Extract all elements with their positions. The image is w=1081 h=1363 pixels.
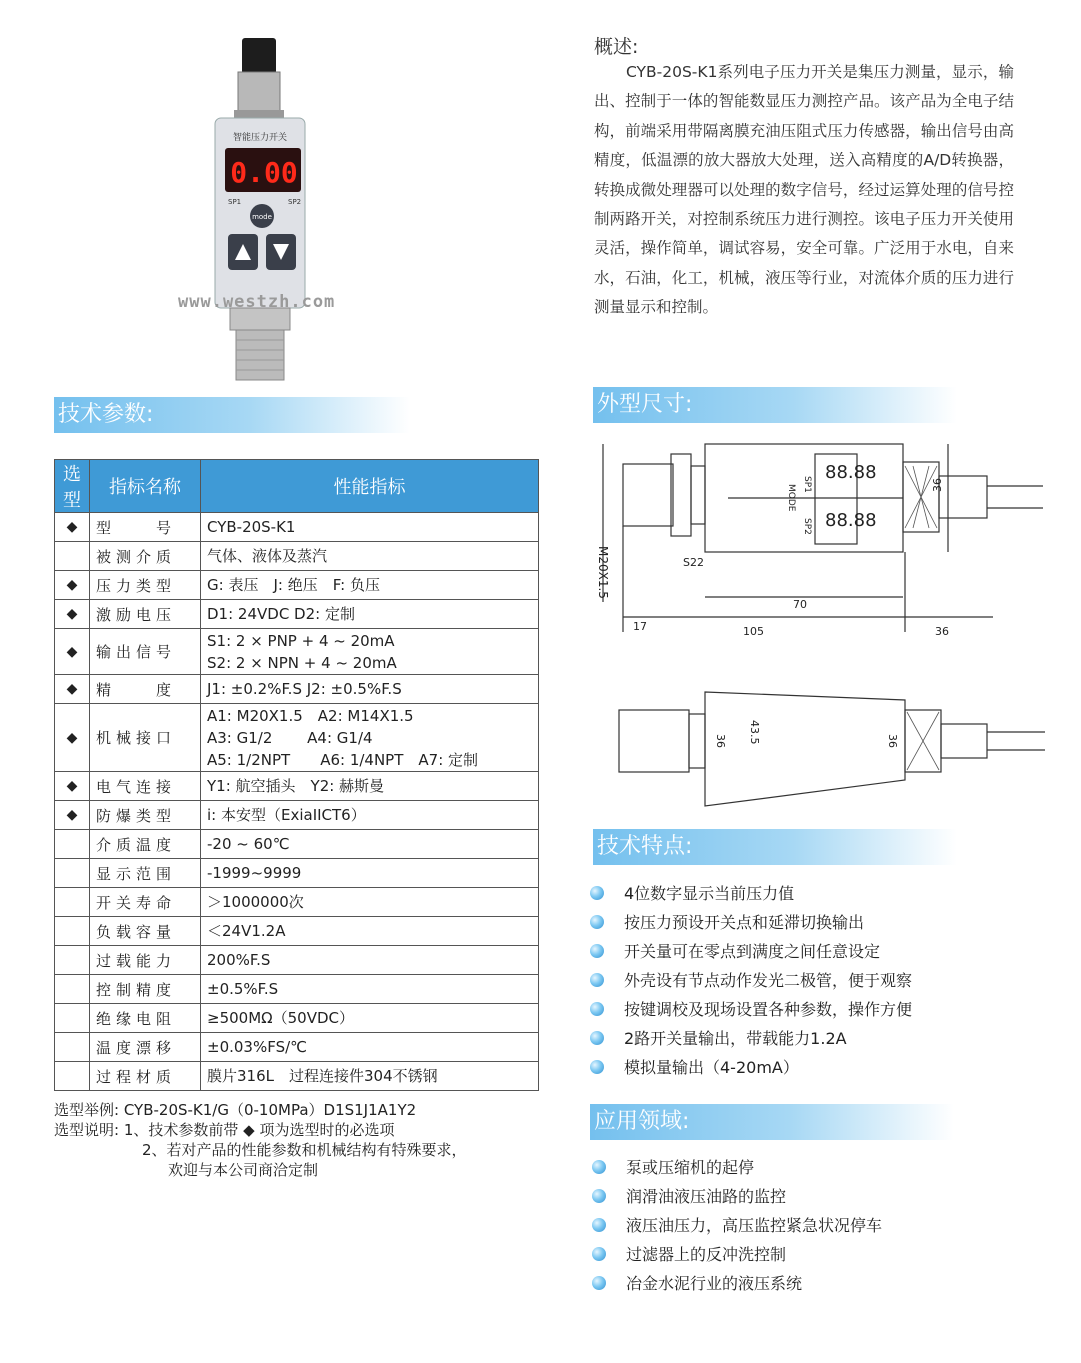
spec-table — [54, 459, 539, 1091]
spec-select-marker — [55, 888, 90, 917]
application-item — [592, 1182, 1052, 1211]
spec-name: 输出信号 — [90, 629, 201, 675]
spec-row — [55, 888, 539, 917]
spec-row — [55, 859, 539, 888]
spec-name: 防爆类型 — [90, 801, 201, 830]
spec-name: 过载能力 — [90, 946, 201, 975]
watermark: www.westzh.com — [178, 292, 336, 312]
device-label: 智能压力开关 — [232, 133, 288, 143]
spec-value: Y1: 航空插头 Y2: 赫斯曼 — [201, 772, 539, 801]
connector-cap — [242, 38, 276, 74]
bullet-icon — [592, 1160, 606, 1174]
spec-row — [55, 600, 539, 629]
product-photo — [170, 30, 370, 390]
spec-row — [55, 772, 539, 801]
overview-title: 概述: — [594, 36, 639, 58]
spec-name: 显示范围 — [90, 859, 201, 888]
sp1-label: SP1 — [228, 198, 242, 206]
spec-name: 被测介质 — [90, 542, 201, 571]
spec-row — [55, 704, 539, 772]
dim-105: 105 — [743, 625, 764, 638]
spec-name: 温度漂移 — [90, 1033, 201, 1062]
header-select: 选型 — [55, 460, 90, 513]
spec-name: 开关寿命 — [90, 888, 201, 917]
spec-row — [55, 513, 539, 542]
bullet-icon — [590, 886, 604, 900]
spec-value: i: 本安型（ExiaIICT6） — [201, 801, 539, 830]
thread-fitting — [236, 330, 284, 380]
feature-item-text: 按压力预设开关点和延滞切换输出 — [624, 913, 865, 932]
dim-neck — [691, 466, 705, 524]
spec-row — [55, 917, 539, 946]
dim-sp1: SP1 — [802, 476, 812, 493]
dim-thread — [623, 464, 673, 526]
bullet-icon — [590, 1031, 604, 1045]
feature-list — [590, 879, 1050, 1082]
bullet-icon — [592, 1247, 606, 1261]
spec-row — [55, 1004, 539, 1033]
spec-select-marker — [55, 946, 90, 975]
dim-17: 17 — [633, 620, 647, 633]
application-item-text: 过滤器上的反冲洗控制 — [626, 1245, 787, 1264]
spec-select-marker — [55, 542, 90, 571]
dim-display-top: 88.88 — [825, 462, 877, 483]
section-features: 技术特点: — [593, 829, 957, 865]
section-dimensions: 外型尺寸: — [593, 387, 957, 423]
spec-name: 过程材质 — [90, 1062, 201, 1091]
spec-value: D1: 24VDC D2: 定制 — [201, 600, 539, 629]
spec-value: ±0.5%F.S — [201, 975, 539, 1004]
selection-desc-1: 选型说明: 1、技术参数前带 ◆ 项为选型时的必选项 — [54, 1121, 395, 1139]
dim2-body — [705, 692, 905, 806]
dimension-drawing-front — [593, 432, 1063, 642]
connector-body — [238, 72, 280, 112]
application-item-text: 冶金水泥行业的液压系统 — [626, 1274, 803, 1293]
feature-item-text: 外壳设有节点动作发光二极管，便于观察 — [624, 971, 913, 990]
dim-70: 70 — [793, 598, 807, 611]
feature-item-text: 模拟量输出（4-20mA） — [624, 1058, 799, 1077]
header-value: 性能指标 — [201, 460, 539, 513]
section-tech-params: 技术参数: — [54, 397, 410, 433]
spec-name: 介质温度 — [90, 830, 201, 859]
spec-select-marker — [55, 859, 90, 888]
spec-select-marker: ◆ — [55, 675, 90, 704]
spec-value: J1: ±0.2%F.S J2: ±0.5%F.S — [201, 675, 539, 704]
feature-item — [590, 879, 1050, 908]
dim-cable — [939, 476, 987, 518]
feature-item — [590, 1053, 1050, 1082]
spec-value: -20 ~ 60℃ — [201, 830, 539, 859]
application-item-text: 液压油压力，高压监控紧急状况停车 — [626, 1216, 883, 1235]
feature-item-text: 2路开关量输出，带载能力1.2A — [624, 1029, 847, 1048]
spec-value: ≥500MΩ（50VDC） — [201, 1004, 539, 1033]
spec-row — [55, 801, 539, 830]
application-item-text: 泵或压缩机的起停 — [626, 1158, 755, 1177]
spec-value: S1: 2 × PNP + 4 ~ 20mA S2: 2 × NPN + 4 ~ 20mA — [201, 629, 539, 675]
spec-select-marker — [55, 917, 90, 946]
spec-row — [55, 830, 539, 859]
spec-value: ＞1000000次 — [201, 888, 539, 917]
spec-name: 激励电压 — [90, 600, 201, 629]
section-applications: 应用领域: — [590, 1104, 954, 1140]
spec-row — [55, 675, 539, 704]
spec-select-marker — [55, 1062, 90, 1091]
dim2-36-right: 36 — [886, 734, 899, 748]
dim-hatch — [905, 466, 937, 528]
selection-desc-2: 2、若对产品的性能参数和机械结构有特殊要求， — [142, 1141, 467, 1159]
spec-select-marker: ◆ — [55, 513, 90, 542]
spec-select-marker: ◆ — [55, 772, 90, 801]
application-item — [592, 1153, 1052, 1182]
spec-name: 型 号 — [90, 513, 201, 542]
selection-notes — [54, 1100, 554, 1180]
mode-label: mode — [252, 213, 272, 221]
spec-value: ±0.03%FS/℃ — [201, 1033, 539, 1062]
dim-36-side: 36 — [931, 478, 944, 492]
dim-thread-label: M20X1.5 — [596, 546, 610, 599]
selection-desc-3: 欢迎与本公司商洽定制 — [168, 1161, 319, 1179]
dim-display-bottom: 88.88 — [825, 510, 877, 531]
sp2-label: SP2 — [288, 198, 302, 206]
spec-value: G: 表压 J: 绝压 F: 负压 — [201, 571, 539, 600]
dimension-drawing-side — [605, 680, 1065, 810]
feature-item-text: 按键调校及现场设置各种参数，操作方便 — [624, 1000, 913, 1019]
dim-s22: S22 — [683, 556, 704, 569]
spec-select-marker: ◆ — [55, 704, 90, 772]
header-name: 指标名称 — [90, 460, 201, 513]
spec-value: 200%F.S — [201, 946, 539, 975]
feature-item — [590, 937, 1050, 966]
dim2-36-left: 36 — [714, 734, 727, 748]
spec-header-row — [55, 460, 539, 513]
application-item — [592, 1240, 1052, 1269]
application-item — [592, 1269, 1052, 1298]
bullet-icon — [592, 1276, 606, 1290]
spec-select-marker — [55, 830, 90, 859]
spec-select-marker: ◆ — [55, 801, 90, 830]
bullet-icon — [590, 973, 604, 987]
spec-name: 机械接口 — [90, 704, 201, 772]
spec-select-marker: ◆ — [55, 571, 90, 600]
spec-select-marker: ◆ — [55, 629, 90, 675]
spec-row — [55, 946, 539, 975]
overview-body: CYB-20S-K1系列电子压力开关是集压力测量，显示，输出、控制于一体的智能数显压力测控产品。该产品为全电子结构，前端采用带隔离膜充油压阻式压力传感器，输出信号由高精度，低温漂的放大器放大处理，送入高精度的A/D转换器，转换成微处理器可以处理的数字信号，经过运算处理的信号控制两路开关，对控制系统压力进行测控。该电子压力开关使用灵活，操作简单，调试容易，安全可靠。广泛用于水电，自来水，石油，化工，机械，液压等行业，对流体介质的压力进行测量显示和控制。 — [594, 63, 1014, 317]
dim-mode: MODE — [786, 484, 796, 512]
spec-name: 绝缘电阻 — [90, 1004, 201, 1033]
bullet-icon — [590, 944, 604, 958]
spec-row — [55, 975, 539, 1004]
bullet-icon — [590, 1060, 604, 1074]
spec-name: 负载容量 — [90, 917, 201, 946]
application-item — [592, 1211, 1052, 1240]
dim2-43-5: 43.5 — [748, 720, 761, 745]
led-value: 0.00 — [230, 156, 298, 189]
application-list — [592, 1153, 1052, 1298]
spec-body — [55, 513, 539, 1091]
dim2-cable — [941, 724, 987, 758]
spec-name: 控制精度 — [90, 975, 201, 1004]
feature-item — [590, 908, 1050, 937]
spec-name: 精 度 — [90, 675, 201, 704]
bullet-icon — [592, 1189, 606, 1203]
selection-example: 选型举例: CYB-20S-K1/G（0-10MPa）D1S1J1A1Y2 — [54, 1101, 417, 1119]
feature-item — [590, 995, 1050, 1024]
spec-value: CYB-20S-K1 — [201, 513, 539, 542]
spec-row — [55, 629, 539, 675]
bullet-icon — [590, 1002, 604, 1016]
spec-value: 膜片316L 过程连接件304不锈钢 — [201, 1062, 539, 1091]
bullet-icon — [590, 915, 604, 929]
spec-row — [55, 1033, 539, 1062]
dim2-neck — [689, 714, 705, 768]
bullet-icon — [592, 1218, 606, 1232]
dim-36-bottom: 36 — [935, 625, 949, 638]
spec-row — [55, 1062, 539, 1091]
dim-sp2: SP2 — [802, 518, 812, 535]
feature-item-text: 开关量可在零点到满度之间任意设定 — [624, 942, 881, 961]
spec-select-marker — [55, 975, 90, 1004]
spec-select-marker: ◆ — [55, 600, 90, 629]
dim-hexnut — [671, 454, 691, 536]
spec-name: 电气连接 — [90, 772, 201, 801]
spec-value: -1999~9999 — [201, 859, 539, 888]
spec-value: ＜24V1.2A — [201, 917, 539, 946]
spec-select-marker — [55, 1004, 90, 1033]
spec-row — [55, 571, 539, 600]
spec-value: A1: M20X1.5 A2: M14X1.5 A3: G1/2 A4: G1/4 A5: 1/2NPT A6: 1/4NPT A7: 定制 — [201, 704, 539, 772]
feature-item — [590, 966, 1050, 995]
application-item-text: 润滑油液压油路的监控 — [626, 1187, 787, 1206]
spec-row — [55, 542, 539, 571]
spec-name: 压力类型 — [90, 571, 201, 600]
spec-select-marker — [55, 1033, 90, 1062]
spec-value: 气体、液体及蒸汽 — [201, 542, 539, 571]
dim2-hatch — [907, 712, 939, 770]
dim2-thread — [619, 710, 689, 772]
feature-item-text: 4位数字显示当前压力值 — [624, 884, 795, 903]
feature-item — [590, 1024, 1050, 1053]
